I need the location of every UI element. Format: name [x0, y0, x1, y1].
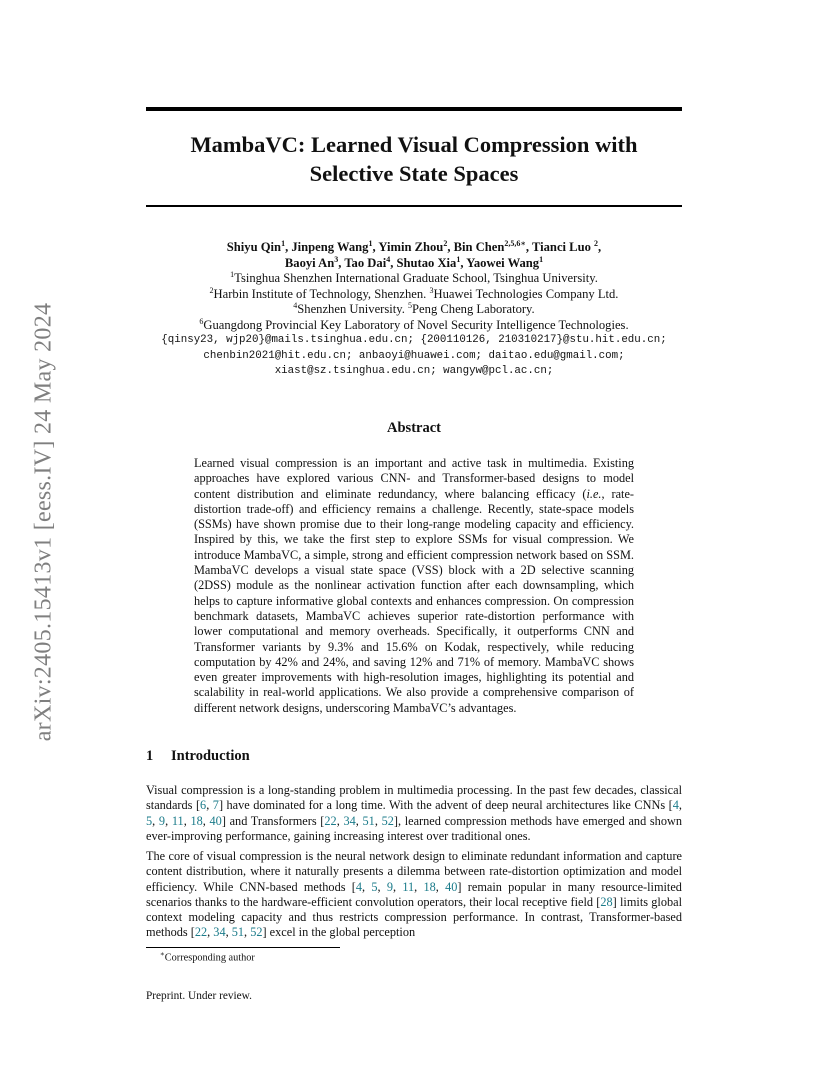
footnote-text: Corresponding author — [164, 952, 255, 964]
author-names-line-1: Shiyu Qin$^1$, Jinpeng Wang$^1$, Yimin Zhou$^2$, Bin Chen$^{2,5,6∗}$, Tianci Luo $^2$, — [226, 238, 602, 254]
author-name: Bin Chen — [453, 240, 505, 254]
paragraph-text: , — [374, 813, 382, 828]
author-sup: 1 — [539, 254, 544, 264]
affiliation-6: $^6$Guangdong Provincial Key Laboratory of Novel Security Intelligence Technologies. — [199, 316, 629, 332]
paragraph-text: , — [244, 925, 251, 940]
citation-link[interactable]: 5 — [371, 879, 378, 894]
section-heading-introduction — [146, 748, 250, 765]
paragraph-text: , — [152, 813, 159, 828]
footnote-mark: ∗ — [160, 950, 165, 958]
paragraph-text: , — [362, 879, 372, 894]
author-sup: 2 — [443, 238, 448, 248]
author-name: Shutao Xia — [396, 255, 457, 270]
author-sup: 2,5,6∗ — [504, 238, 526, 248]
affiliation-2-3: $^2$Harbin Institute of Technology, Shenzhen. $^3$Huawei Technologies Company Ltd. — [209, 285, 619, 301]
citation-link[interactable]: 40 — [445, 879, 458, 894]
paragraph-text: , — [355, 813, 363, 828]
citation-link[interactable]: 52 — [381, 813, 394, 828]
abstract-heading: Abstract — [387, 420, 441, 436]
affiliation-4-5: $^4$Shenzhen University. $^5$Peng Cheng Laboratory. — [293, 300, 535, 316]
citation-link[interactable]: 4 — [672, 798, 679, 813]
paragraph-text: , — [202, 813, 210, 828]
author-sup: 4 — [386, 254, 391, 264]
author-sup: 1 — [456, 254, 461, 264]
author-name: Tao Dai — [344, 255, 387, 270]
abstract-ie: i.e. — [586, 486, 602, 501]
paragraph-text: ] and Transformers [ — [221, 813, 325, 828]
citation-link[interactable]: 40 — [209, 813, 222, 828]
citation-link[interactable]: 9 — [386, 879, 393, 894]
citation-link[interactable]: 7 — [212, 798, 219, 813]
author-name: Yimin Zhou — [378, 240, 444, 254]
author-name: Jinpeng Wang — [291, 240, 369, 254]
section-title: Introduction — [171, 748, 250, 764]
citation-link[interactable]: 52 — [250, 925, 263, 940]
citation-link[interactable]: 51 — [231, 925, 245, 940]
arxiv-sidebar — [24, 270, 64, 775]
paragraph-text: ] excel in the global perception — [262, 925, 416, 940]
citation-link[interactable]: 51 — [362, 813, 375, 828]
paragraph-text: ] remain popular in many resource-limited scenarios thanks to the hardware-efficient convolution operators, their local receptive field [ — [146, 879, 682, 909]
title-line-1: MambaVC: Learned Visual Compression with — [190, 132, 638, 157]
footnote — [160, 950, 255, 963]
preprint-notice: Preprint. Under review. — [146, 990, 252, 1002]
citation-link[interactable]: 28 — [600, 894, 613, 909]
citation-link[interactable]: 9 — [158, 813, 166, 828]
author-name: Tianci Luo — [531, 240, 591, 254]
citation-link[interactable]: 5 — [146, 813, 153, 828]
author-name: Baoyi An — [284, 255, 335, 270]
citation-link[interactable]: 4 — [355, 879, 363, 894]
paragraph-text: ] limits global context modeling capacity and thus restricts compression performance. In contrast, Transformer-based methods [ — [146, 894, 683, 940]
affiliation-1: $^1$Tsinghua Shenzhen International Graduate School, Tsinghua University. — [230, 269, 598, 285]
paragraph-text: , — [336, 813, 344, 828]
paragraph-text: , — [206, 798, 213, 813]
abstract-text: Learned visual compression is an important and active task in multimedia. Existing approaches have explored various CNN- and Transformer-based designs to model content distribution and eliminate redundancy, where balancing efficacy ( — [194, 456, 634, 501]
paragraph-text: , — [435, 879, 446, 894]
paragraph-text: The core of visual compression is the neural network design to eliminate redundant information and capture content distribution, where it naturally presents a dilemma between rate-distortion optimization and model efficiency. While CNN-based methods [ — [146, 849, 682, 894]
title-bottom-rule — [146, 205, 682, 207]
paragraph-text: , — [678, 798, 682, 813]
author-name: Yaowei Wang — [466, 255, 540, 270]
citation-link[interactable]: 6 — [200, 798, 207, 813]
paragraph-text: , — [207, 925, 214, 940]
title-line-2: Selective State Spaces — [309, 161, 519, 186]
abstract-text: , rate-distortion trade-off) and efficiency remains a challenge. Recently, state-space models (SSMs) have shown promise due to their long-range modeling capacity and efficiency. Inspired by this, we take the first step to explore SSMs for visual compression. We introduce MambaVC, a simple, strong and efficient compression network based on SSM. MambaVC develops a visual state space (VSS) block with a 2D selective scanning (2DSS) module as the nonlinear activation function after each downsampling, which helps to capture informative global contexts and enhances compression. On compression benchmark datasets, MambaVC achieves superior rate-distortion performance with lower computational and memory overheads. Specifically, it outperforms CNN and Transformer variants by 9.3% and 15.6% on Kodak, respectively, while reducing computation by 42% and 24%, and saving 12% and 71% of memory. MambaVC shows even greater improvements with high-resolution images, highlighting its potential and scalability in real-world applications. We also provide a comprehensive comparison of different network designs, underscoring MambaVC’s advantages. — [194, 486, 635, 715]
citation-link[interactable]: 34 — [343, 813, 356, 828]
paper-title — [146, 130, 682, 188]
author-sup: 1 — [368, 238, 373, 248]
abstract-body — [194, 456, 634, 716]
citation-link[interactable]: 22 — [194, 925, 208, 940]
author-block — [146, 240, 682, 380]
intro-paragraph-2 — [146, 849, 682, 941]
citation-link[interactable]: 11 — [171, 813, 184, 828]
citation-link[interactable]: 18 — [423, 879, 436, 894]
paragraph-text: , — [165, 813, 172, 828]
citation-link[interactable]: 18 — [190, 813, 203, 828]
paragraph-text: , — [377, 879, 387, 894]
section-number: 1 — [146, 748, 154, 764]
citation-link[interactable]: 22 — [324, 813, 337, 828]
title-top-rule — [146, 107, 682, 111]
author-sup: 2 — [594, 238, 599, 248]
author-names-line-2: Baoyi An$^3$, Tao Dai$^4$, Shutao Xia$^1$, Yaowei Wang$^1$ — [284, 254, 544, 270]
paragraph-text: , — [225, 925, 232, 940]
paragraph-text: ] have dominated for a long time. With the advent of deep neural architectures like CNNs [ — [218, 798, 673, 813]
paragraph-text: ], learned compression methods have emerged and shown ever-improving performance, gaining increasing interest over traditional ones. — [146, 813, 683, 843]
author-name: Shiyu Qin — [226, 240, 282, 254]
citation-link[interactable]: 34 — [213, 925, 226, 940]
author-sup: 1 — [281, 238, 286, 248]
paragraph-text: Visual compression is a long-standing problem in multimedia processing. In the past few decades, classical standards [ — [146, 783, 682, 813]
footnote-rule — [146, 947, 340, 948]
paragraph-text: , — [414, 879, 424, 894]
arxiv-identifier: arXiv:2405.15413v1 [eess.IV] 24 May 2024 — [30, 302, 57, 742]
email-line-1: {qinsy23, wjp20}@mails.tsinghua.edu.cn; {200110126, 210310217}@stu.hit.edu.cn; — [161, 334, 667, 346]
email-line-3: xiast@sz.tsinghua.edu.cn; wangyw@pcl.ac.cn; — [274, 365, 554, 377]
paragraph-text: , — [393, 879, 403, 894]
citation-link[interactable]: 11 — [402, 879, 415, 894]
paragraph-text: , — [183, 813, 191, 828]
email-line-2: chenbin2021@hit.edu.cn; anbaoyi@huawei.com; daitao.edu@gmail.com; — [203, 349, 625, 362]
author-sup: 3 — [334, 254, 339, 264]
intro-paragraph-1 — [146, 783, 682, 844]
